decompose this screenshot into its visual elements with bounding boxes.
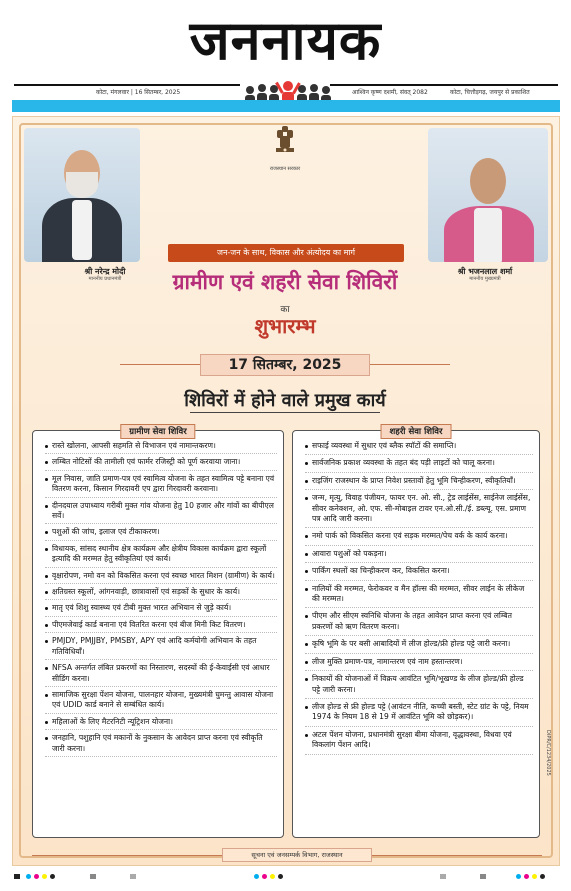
registration-mark: [254, 874, 259, 879]
list-item: महिलाओं के लिए मैटरनिटी न्यूट्रिशन योजना।: [45, 717, 277, 730]
list-item: पशुओं की जांच, इलाज एवं टीकाकरण।: [45, 527, 277, 540]
list-item: नमो पार्क को विकसित करना एवं सड़क मरम्मत/पेच वर्क के कार्य करना।: [305, 531, 533, 545]
masthead-samvat: आश्विन कृष्ण दशमी, संवत् 2082: [352, 89, 428, 96]
print-registration-bar: [0, 868, 571, 888]
registration-mark: [14, 874, 20, 879]
registration-mark: [34, 874, 39, 879]
registration-mark: [270, 874, 275, 879]
person-shirt: [72, 200, 92, 260]
registration-mark: [262, 874, 267, 879]
list-item: विधायक, सांसद स्थानीय क्षेत्र कार्यक्रम और क्षेत्रीय विकास कार्यक्रम द्वारा स्कूलों इत्यादि की मरम्मत हेतु स्वीकृतियां एवं कार्य।: [45, 544, 277, 568]
registration-mark: [540, 874, 545, 879]
registration-mark: [130, 874, 136, 879]
ad-release-code: DIPR/C/1234/2025: [545, 730, 551, 776]
urban-camp-panel: [292, 427, 540, 838]
footer-department: सूचना एवं जनसम्पर्क विभाग, राजस्थान: [222, 848, 372, 862]
list-item: लीज मुक्ति प्रमाण-पत्र, नामान्तरण एवं नाम हस्तान्तरण।: [305, 657, 533, 671]
state-emblem-icon: [270, 124, 300, 164]
date-rule-right: [370, 364, 450, 365]
launch-date: 17 सितम्बर, 2025: [200, 354, 370, 376]
footer-rule-right: [372, 855, 542, 856]
list-item: मूल निवास, जाति प्रमाण-पत्र एवं स्वामित्व योजना के तहत स्वामित्व पट्टे बनाना एवं वितरण करना, किसान गिरदावरी एप द्वारा गिरदावरी करवाना।: [45, 474, 277, 498]
list-item: PMJDY, PMJJBY, PMSBY, APY एवं आदि कर्मयोगी अभियान के तहत गतिविधियाँ।: [45, 636, 277, 660]
list-item: नालियों की मरम्मत, फेरोकवर व मैन हॉल्स की मरम्मत, सीवर लाईन के लीकेज की मरम्मत।: [305, 584, 533, 609]
date-rule-left: [120, 364, 200, 365]
registration-mark: [26, 874, 31, 879]
list-item: पार्किंग स्थलों का चिन्हीकरण कर, विकसित करना।: [305, 566, 533, 580]
masthead-blue-band: [12, 100, 560, 112]
registration-mark: [278, 874, 283, 879]
masthead-date: कोटा, मंगलवार | 16 सितम्बर, 2025: [96, 89, 181, 96]
person-face: [470, 158, 506, 204]
left-person-name: श्री नरेन्द्र मोदी: [84, 267, 126, 276]
registration-mark: [42, 874, 47, 879]
list-item: रास्ते खोलना, आपसी सहमति से विभाजन एवं नामान्तकरण।: [45, 441, 277, 454]
list-item: NFSA अन्तर्गत लंबित प्रकरणों का निस्तारण, सदस्यों की ई-केवाईसी एवं आधार सीडिंग करना।: [45, 663, 277, 687]
list-item: अटल पेंशन योजना, प्रधानमंत्री सुरक्षा बीमा योजना, वृद्धावस्था, विधवा एवं विकलांग पेंशन आदि।: [305, 730, 533, 755]
registration-mark: [524, 874, 529, 879]
masthead-editions: कोटा, चित्तौड़गढ़, जयपुर से प्रकाशित: [450, 89, 530, 96]
list-item: लम्बित नोटिसों की तामीली एवं फार्मर रजिस्ट्री को पूर्ण करवाया जाना।: [45, 457, 277, 470]
registration-mark: [532, 874, 537, 879]
rural-camp-title: ग्रामीण सेवा शिविर: [120, 424, 195, 439]
works-heading: शिविरों में होने वाले प्रमुख कार्य: [184, 390, 386, 411]
campaign-tagline: जन-जन के साथ, विकास और अंत्योदय का मार्ग: [168, 244, 404, 262]
list-item: जन्म, मृत्यु, विवाह पंजीयन, फायर एन. ओ. सी., ट्रेड लाईसेंस, साईनेज लाईसेंस, सीवर कनेक्शन, ओ. एफ. सी-मोबाइल टावर एन.ओ.सी./ई. डब्ल्यू. एस. प्रमाण पत्र आदि जारी करना।: [305, 493, 533, 528]
list-item: सामाजिक सुरक्षा पेंशन योजना, पालनहार योजना, मुख्यमंत्री घुमन्तु आवास योजना एवं UDID कार्ड बनाने से सम्बंधित कार्य।: [45, 690, 277, 714]
ad-headline: ग्रामीण एवं शहरी सेवा शिविरों: [172, 270, 398, 294]
list-item: दीनदयाल उपाध्याय गरीबी मुक्त गांव योजना हेतु 10 हजार और गांवों का बीपीएल सर्वे।: [45, 501, 277, 525]
rural-camp-list: [33, 431, 283, 757]
emblem-label: राजस्थान सरकार: [269, 166, 301, 172]
photo-prime-minister: [24, 128, 140, 262]
list-item: राइजिंग राजस्थान के प्राप्त निवेश प्रस्तावों हेतु भूमि चिन्हीकरण, स्वीकृतियाँ।: [305, 476, 533, 490]
list-item: पीएमजेवाई कार्ड बनाना एवं वितरित करना एवं बीज मिनी किट वितरण।: [45, 620, 277, 633]
registration-mark: [90, 874, 96, 879]
list-item: कृषि भूमि के पर बसी आबादियों में लीज होल्ड/फ्री होल्ड पट्टे जारी करना।: [305, 639, 533, 653]
list-item: सार्वजनिक प्रकाश व्यवस्था के तहत बंद पड़ी लाइटों को चालू करना।: [305, 458, 533, 472]
registration-mark: [50, 874, 55, 879]
left-person-title: माननीय प्रधानमंत्री: [88, 276, 122, 282]
newspaper-masthead: [0, 0, 571, 112]
registration-mark: [480, 874, 486, 879]
right-person-name: श्री भजनलाल शर्मा: [457, 267, 513, 276]
list-item: क्षतिग्रस्त स्कूलों, आंगनवाड़ी, छात्रावासों एवं सड़कों के सुधार के कार्य।: [45, 587, 277, 600]
headline-connector: का: [280, 305, 290, 315]
masthead-rule-right: [330, 84, 558, 86]
person-shirt: [474, 208, 502, 262]
newspaper-title: जननायक: [189, 9, 382, 72]
ad-footer: [12, 846, 560, 866]
rural-camp-panel: [32, 427, 284, 838]
list-item: निकायों की योजनाओं में विक्रय आवंटित भूमि/भूखण्ड के लीज होल्ड/फ्री होल्ड पट्टे जारी करना।: [305, 674, 533, 699]
photo-chief-minister: [428, 128, 548, 262]
footer-rule-left: [32, 855, 222, 856]
person-beard: [66, 172, 98, 198]
registration-mark: [516, 874, 521, 879]
list-item: सफाई व्यवस्था में सुधार एवं ब्लैक स्पॉटों की समाप्ति।: [305, 441, 533, 455]
urban-camp-list: [293, 431, 539, 755]
list-item: मातृ एवं शिशु स्वास्थ्य एवं टीबी मुक्त भारत अभियान से जुड़े कार्य।: [45, 603, 277, 616]
list-item: वृक्षारोपण, नमो वन को विकसित करना एवं स्वच्छ भारत मिशन (ग्रामीण) के कार्य।: [45, 571, 277, 584]
masthead-rule-left: [14, 84, 240, 86]
works-heading-rule: [190, 412, 380, 413]
urban-camp-title: शहरी सेवा शिविर: [381, 424, 452, 439]
list-item: आवारा पशुओं को पकड़ना।: [305, 549, 533, 563]
list-item: लीज होल्ड से फ्री होल्ड पट्टे (आवंटन नीति, कच्ची बस्ती, स्टेट ग्रांट के पट्टे, नियम 1974 के नियम 18 से 19 में आवंटित भूमि को छोड़कर)।: [305, 702, 533, 727]
launch-text: शुभारम्भ: [254, 314, 316, 338]
list-item: पीएम और सीएम स्वनिधि योजना के तहत आवेदन प्राप्त करना एवं लम्बित प्रकरणों को ऋण वितरण करना।: [305, 611, 533, 636]
registration-mark: [440, 874, 446, 879]
right-person-title: माननीय मुख्यमंत्री: [469, 276, 501, 282]
list-item: जनहानि, पशुहानि एवं मकानों के नुकसान के आवेदन प्राप्त करना एवं स्वीकृति जारी करना।: [45, 733, 277, 757]
